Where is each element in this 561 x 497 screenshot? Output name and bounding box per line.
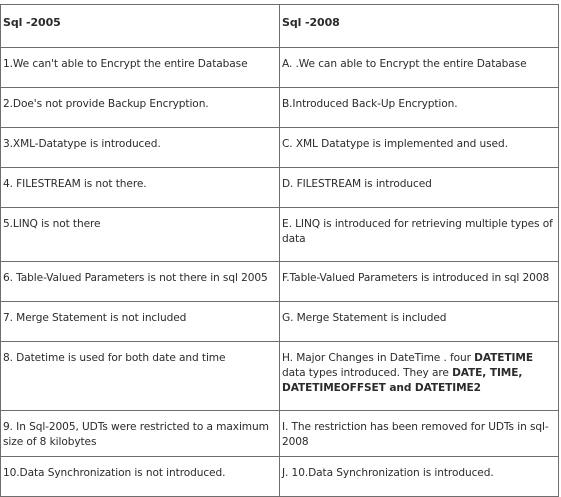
cell-sql-2005: 8. Datetime is used for both date and time xyxy=(1,342,280,411)
datetime-intro-text: H. Major Changes in DateTime . four xyxy=(282,352,475,364)
datetime-types-list: DATE, TIME, DATETIMEOFFSET and DATETIME2 xyxy=(282,367,523,394)
table-row xyxy=(1,262,559,302)
table-row xyxy=(1,168,559,208)
table-row xyxy=(1,302,559,342)
cell-sql-2005: 9. In Sql-2005, UDTs were restricted to a maximum size of 8 kilobytes xyxy=(1,411,280,457)
cell-sql-2008: E. LINQ is introduced for retrieving multiple types of data xyxy=(280,208,559,262)
comparison-table xyxy=(0,4,559,497)
table-row xyxy=(1,208,559,262)
header-sql-2005: Sql -2005 xyxy=(1,5,280,48)
cell-sql-2005: 2.Doe's not provide Backup Encryption. xyxy=(1,88,280,128)
cell-sql-2008 xyxy=(280,342,559,411)
cell-sql-2005: 6. Table-Valued Parameters is not there in sql 2005 xyxy=(1,262,280,302)
cell-sql-2008: I. The restriction has been removed for UDTs in sql-2008 xyxy=(280,411,559,457)
header-sql-2008: Sql -2008 xyxy=(280,5,559,48)
cell-sql-2008: C. XML Datatype is implemented and used. xyxy=(280,128,559,168)
cell-sql-2005: 1.We can't able to Encrypt the entire Database xyxy=(1,48,280,88)
datetime-keyword: DATETIME xyxy=(474,352,533,364)
cell-sql-2008: G. Merge Statement is included xyxy=(280,302,559,342)
table-row xyxy=(1,128,559,168)
cell-sql-2008: B.Introduced Back-Up Encryption. xyxy=(280,88,559,128)
cell-sql-2005: 10.Data Synchronization is not introduced. xyxy=(1,457,280,497)
cell-sql-2005: 7. Merge Statement is not included xyxy=(1,302,280,342)
table-row xyxy=(1,342,559,411)
table-row xyxy=(1,88,559,128)
cell-sql-2008: F.Table-Valued Parameters is introduced in sql 2008 xyxy=(280,262,559,302)
table-row xyxy=(1,411,559,457)
datetime-types-text: data types introduced. They are xyxy=(282,367,453,379)
cell-sql-2005: 3.XML-Datatype is introduced. xyxy=(1,128,280,168)
cell-sql-2008: D. FILESTREAM is introduced xyxy=(280,168,559,208)
cell-sql-2008: A. .We can able to Encrypt the entire Database xyxy=(280,48,559,88)
cell-sql-2008: J. 10.Data Synchronization is introduced. xyxy=(280,457,559,497)
cell-sql-2005: 4. FILESTREAM is not there. xyxy=(1,168,280,208)
cell-sql-2005: 5.LINQ is not there xyxy=(1,208,280,262)
table-row xyxy=(1,457,559,497)
table-row xyxy=(1,48,559,88)
header-row xyxy=(1,5,559,48)
